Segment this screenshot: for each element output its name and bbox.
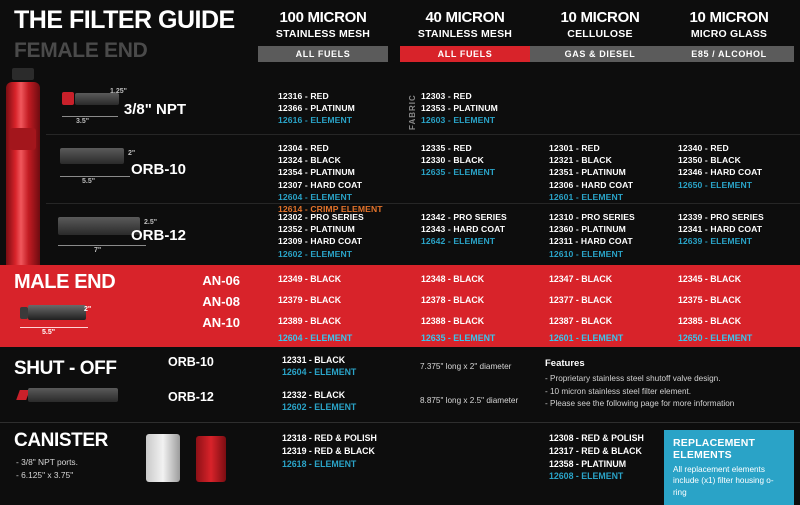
fabric-label: FABRIC	[408, 94, 417, 130]
bottle-cap	[12, 68, 34, 80]
part-number: 12346 - HARD COAT	[678, 167, 763, 178]
part-number: 12321 - BLACK	[549, 155, 612, 166]
canister-thumb-red	[196, 436, 226, 482]
element-part-number: 12601 - ELEMENT	[549, 191, 624, 202]
column-fuel-band: ALL FUELS	[258, 46, 388, 62]
part-number: 12389 - BLACK	[278, 316, 342, 326]
canister-title: CANISTER	[14, 430, 108, 451]
part-number: 12378 - BLACK	[421, 295, 485, 305]
row-label-shutoff-orb10: ORB-10	[168, 355, 214, 369]
part-number: 12318 - RED & POLISH	[282, 433, 377, 443]
part-number: 12316 - RED	[278, 91, 329, 101]
canister-note: - 3/8" NPT ports.	[16, 457, 78, 467]
part-number: 12332 - BLACK	[282, 390, 346, 400]
cell-10-micron-microglass	[678, 136, 800, 203]
row-label-npt: 3/8" NPT	[123, 100, 186, 118]
fitting-thumb-male	[20, 305, 86, 320]
part-number: 12302 - PRO SERIES	[278, 212, 364, 222]
section-subtitle: FEMALE END	[14, 39, 148, 62]
part-number: 12388 - BLACK	[421, 316, 485, 326]
canister-note: - 6.125" x 3.75"	[16, 470, 74, 481]
part-number: 12309 - HARD COAT	[278, 236, 363, 247]
part-number: 12339 - PRO SERIES	[678, 212, 764, 222]
part-number: 12343 - HARD COAT	[421, 224, 506, 235]
element-part-number: 12635 - ELEMENT	[421, 333, 496, 343]
cell-40-micron	[421, 84, 551, 134]
element-part-number: 12602 - ELEMENT	[282, 402, 357, 412]
part-number: 12348 - BLACK	[421, 274, 485, 284]
cell-10-micron-cellulose	[549, 205, 689, 265]
table-row	[46, 205, 800, 265]
page-title: THE FILTER GUIDE	[14, 6, 235, 34]
part-number: 12341 - HARD COAT	[678, 224, 763, 235]
row-label-shutoff-orb12: ORB-12	[168, 390, 214, 404]
dimension-label: 3.5"	[76, 118, 90, 125]
element-part-number: 12650 - ELEMENT	[678, 179, 753, 190]
element-part-number: 12639 - ELEMENT	[678, 236, 753, 247]
part-number: 12330 - BLACK	[421, 155, 484, 166]
row-label-orb10: ORB-10	[130, 161, 186, 178]
fitting-body	[28, 388, 118, 402]
features-block	[545, 358, 795, 411]
element-part-number: 12610 - ELEMENT	[549, 248, 624, 259]
part-number: 12347 - BLACK	[549, 274, 613, 284]
part-number: 12324 - BLACK	[278, 155, 341, 166]
cell-10-micron-microglass	[678, 205, 800, 265]
part-number: 12303 - RED	[421, 91, 472, 101]
cell-100-micron	[278, 205, 418, 265]
divider	[46, 134, 800, 135]
column-micron: 100 MICRON	[279, 9, 367, 26]
element-part-number: 12604 - ELEMENT	[278, 191, 353, 202]
part-number: 12306 - HARD COAT	[549, 179, 634, 190]
part-number: 12360 - PLATINUM	[549, 224, 626, 235]
cell-100-micron	[278, 136, 418, 215]
feature-item: - 10 micron stainless steel filter element.	[545, 386, 692, 396]
dimension-line	[20, 327, 88, 328]
element-part-number: 12601 - ELEMENT	[549, 333, 624, 343]
column-header-100-micron	[258, 10, 388, 62]
male-end-section	[0, 265, 800, 347]
row-label-an08: AN-08	[202, 294, 240, 309]
part-number: 12358 - PLATINUM	[549, 458, 627, 469]
table-row	[46, 84, 800, 134]
an-fitting-end	[20, 307, 28, 319]
dimension-label: 7"	[94, 247, 102, 254]
features-title: Features	[545, 358, 585, 369]
dimension-label: 1.25"	[110, 88, 127, 95]
element-part-number: 12616 - ELEMENT	[278, 115, 353, 126]
replacement-title: REPLACEMENT ELEMENTS	[673, 437, 756, 461]
dimension-label: 2"	[128, 150, 136, 157]
part-number: 12353 - PLATINUM	[421, 103, 498, 114]
row-label-an06: AN-06	[202, 273, 240, 288]
male-end-title: MALE END	[14, 271, 116, 293]
row-label-orb12: ORB-12	[130, 226, 186, 244]
part-number: 12379 - BLACK	[278, 295, 342, 305]
dimension-note: 8.875" long x 2.5" diameter	[420, 396, 519, 405]
replacement-elements-callout	[664, 430, 794, 505]
divider	[0, 422, 800, 423]
fitting-body	[28, 305, 86, 320]
part-number: 12387 - BLACK	[549, 316, 613, 326]
header	[0, 0, 800, 78]
dimension-label: 2.5"	[144, 219, 158, 226]
title-block	[14, 8, 264, 61]
part-number: 12304 - RED	[278, 143, 329, 153]
part-number: 12352 - PLATINUM	[278, 224, 355, 235]
dimension-label: 5.5"	[82, 178, 96, 185]
part-number: 12317 - RED & BLACK	[549, 445, 642, 456]
element-part-number: 12618 - ELEMENT	[282, 458, 357, 469]
element-part-number: 12602 - ELEMENT	[278, 248, 353, 259]
column-fuel-band: ALL FUELS	[400, 46, 530, 62]
part-number: 12366 - PLATINUM	[278, 103, 355, 114]
element-part-number: 12642 - ELEMENT	[421, 236, 496, 247]
element-part-number: 12603 - ELEMENT	[421, 115, 496, 126]
canister-notes	[16, 456, 78, 483]
replacement-text: All replacement elements include (x1) filter housing o-ring	[673, 465, 774, 497]
part-number: 12319 - RED & BLACK	[282, 445, 375, 456]
table-row	[46, 136, 800, 215]
cell-100-micron	[278, 84, 408, 134]
feature-item: - Please see the following page for more information	[545, 399, 735, 409]
canister-col-100-micron	[282, 432, 377, 470]
column-micron: 10 MICRON	[560, 9, 640, 26]
part-number: 12342 - PRO SERIES	[421, 212, 507, 222]
feature-item: - Proprietary stainless steel shutoff valve design.	[545, 374, 721, 383]
element-part-number: 12635 - ELEMENT	[421, 167, 496, 178]
column-micron: 40 MICRON	[425, 9, 505, 26]
part-number: 12354 - PLATINUM	[278, 167, 355, 178]
element-part-number: 12604 - ELEMENT	[282, 367, 357, 377]
column-material: STAINLESS MESH	[275, 27, 371, 40]
column-fuel-band: E85 / ALCOHOL	[664, 46, 794, 62]
part-number: 12385 - BLACK	[678, 316, 742, 326]
part-number: 12350 - BLACK	[678, 155, 741, 166]
part-number: 12301 - RED	[549, 143, 600, 153]
shutoff-section	[0, 350, 800, 422]
canister-col-10-micron	[549, 432, 644, 483]
column-header-10-micron-cellulose	[530, 10, 670, 62]
column-header-40-micron	[400, 10, 530, 62]
part-number: 12331 - BLACK	[282, 355, 346, 365]
part-number: 12349 - BLACK	[278, 274, 342, 284]
dimension-label: 2"	[84, 306, 92, 313]
shutoff-title: SHUT - OFF	[14, 358, 117, 379]
cell-40-micron	[421, 136, 551, 203]
part-number: 12311 - HARD COAT	[549, 236, 633, 247]
part-number: 12351 - PLATINUM	[549, 167, 626, 178]
part-number: 12375 - BLACK	[678, 295, 742, 305]
dimension-note: 7.375" long x 2" diameter	[420, 362, 512, 371]
element-part-number: 12604 - ELEMENT	[278, 333, 353, 343]
column-header-10-micron-microglass	[664, 10, 794, 62]
dimension-label: 5.5"	[42, 329, 56, 336]
part-number: 12345 - BLACK	[678, 274, 742, 284]
element-part-number: 12650 - ELEMENT	[678, 333, 753, 343]
cell-40-micron	[421, 205, 561, 265]
part-number: 12340 - RED	[678, 143, 729, 153]
canister-section	[0, 426, 800, 499]
column-material: STAINLESS MESH	[417, 27, 513, 40]
part-number: 12307 - HARD COAT	[278, 179, 363, 190]
part-number: 12377 - BLACK	[549, 295, 613, 305]
divider	[46, 203, 800, 204]
shutoff-thumb	[18, 388, 118, 402]
column-material: CELLULOSE	[567, 27, 633, 40]
cell-10-micron-cellulose	[549, 136, 679, 203]
crimp-element-part-number: 12614 - CRIMP ELEMENT	[278, 204, 383, 215]
column-material: MICRO GLASS	[690, 27, 768, 40]
part-number: 12308 - RED & POLISH	[549, 433, 644, 443]
part-number: 12335 - RED	[421, 143, 472, 153]
row-label-an10: AN-10	[202, 315, 240, 330]
part-number: 12310 - PRO SERIES	[549, 212, 635, 222]
column-micron: 10 MICRON	[689, 9, 769, 26]
element-part-number: 12608 - ELEMENT	[549, 471, 624, 482]
column-fuel-band: GAS & DIESEL	[530, 46, 670, 62]
canister-thumb-polish	[146, 434, 180, 482]
